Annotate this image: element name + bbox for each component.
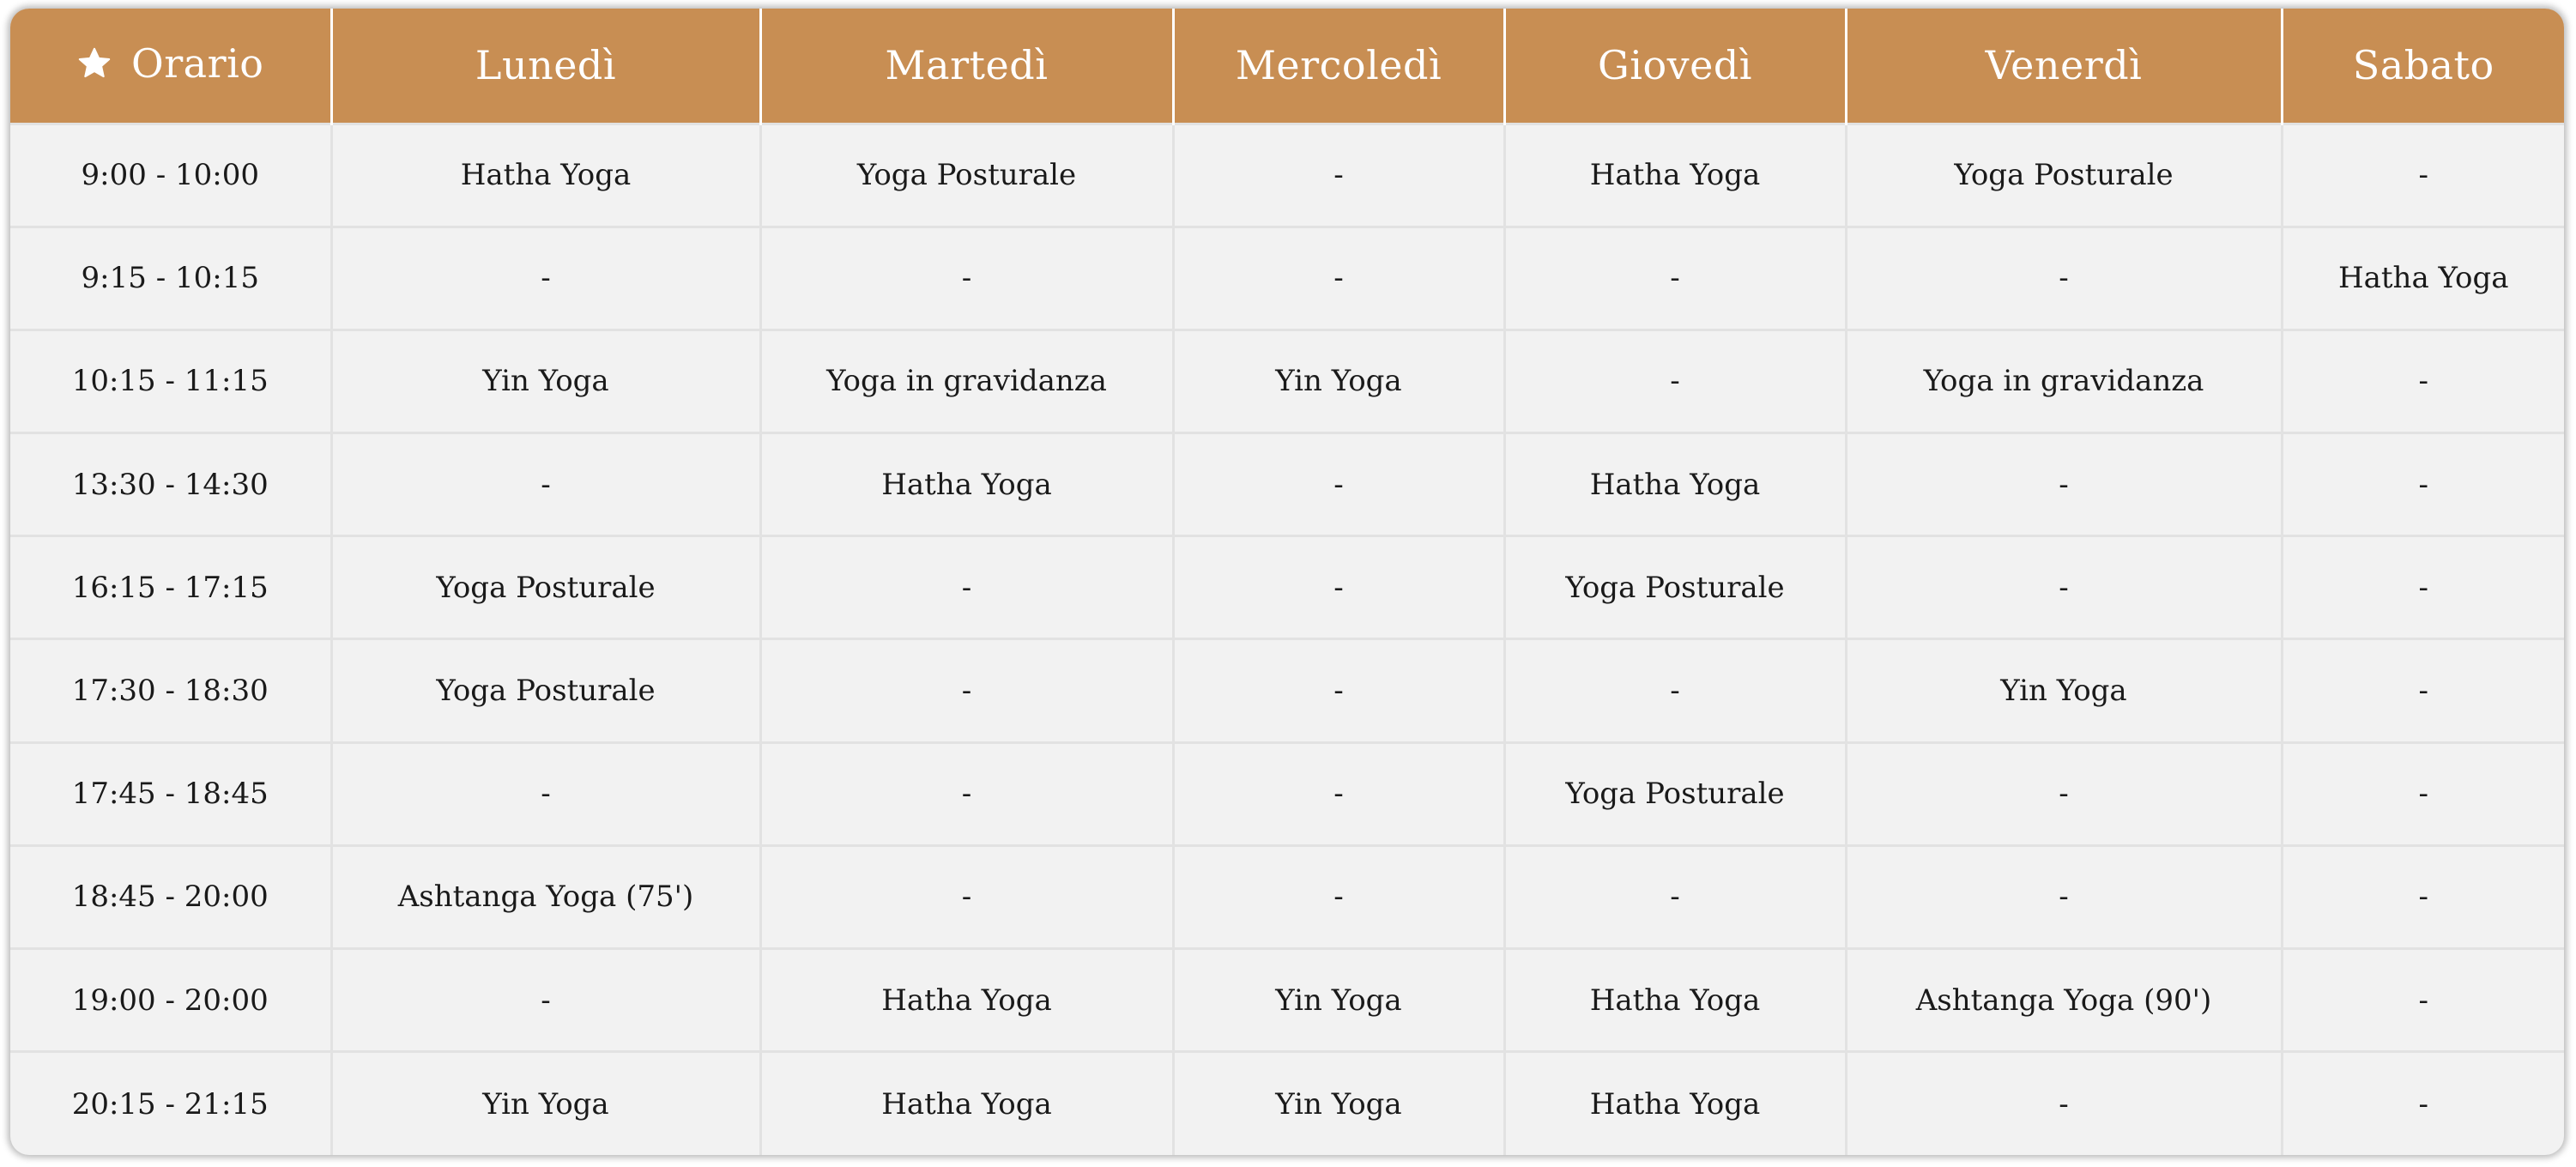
class-cell: - — [1846, 227, 2282, 330]
table-row — [10, 1052, 2564, 1155]
class-cell: - — [331, 949, 760, 1052]
class-cell: - — [1846, 1052, 2282, 1155]
table-row — [10, 227, 2564, 330]
class-cell: - — [2282, 124, 2564, 227]
class-cell: - — [760, 227, 1173, 330]
class-cell: - — [2282, 742, 2564, 845]
header-time — [10, 9, 331, 124]
table-row — [10, 330, 2564, 432]
time-cell: 19:00 - 20:00 — [10, 949, 331, 1052]
table-row — [10, 639, 2564, 742]
class-cell: - — [1504, 330, 1846, 432]
class-cell: - — [2282, 845, 2564, 948]
table-row — [10, 124, 2564, 227]
table-row — [10, 845, 2564, 948]
class-cell: Yin Yoga — [1846, 639, 2282, 742]
class-cell: Yin Yoga — [331, 1052, 760, 1155]
table-row — [10, 536, 2564, 639]
class-cell: - — [1173, 845, 1504, 948]
class-cell: - — [1504, 227, 1846, 330]
time-cell: 16:15 - 17:15 — [10, 536, 331, 639]
class-cell: Yin Yoga — [1173, 330, 1504, 432]
class-cell: Hatha Yoga — [760, 1052, 1173, 1155]
schedule-table-container — [10, 9, 2564, 1155]
class-cell: Ashtanga Yoga (90') — [1846, 949, 2282, 1052]
header-day: Mercoledì — [1173, 9, 1504, 124]
class-cell: Yin Yoga — [1173, 1052, 1504, 1155]
class-cell: Hatha Yoga — [1504, 433, 1846, 536]
class-cell: Yoga Posturale — [1504, 536, 1846, 639]
class-cell: Yin Yoga — [331, 330, 760, 432]
class-cell: - — [331, 742, 760, 845]
class-cell: - — [1173, 536, 1504, 639]
class-cell: Hatha Yoga — [1504, 949, 1846, 1052]
class-cell: - — [1173, 227, 1504, 330]
class-cell: - — [1504, 845, 1846, 948]
table-row — [10, 433, 2564, 536]
table-row — [10, 949, 2564, 1052]
time-cell: 10:15 - 11:15 — [10, 330, 331, 432]
class-cell: Yoga in gravidanza — [760, 330, 1173, 432]
class-cell: - — [1173, 124, 1504, 227]
class-cell: - — [760, 845, 1173, 948]
class-cell: Yoga Posturale — [1846, 124, 2282, 227]
time-cell: 18:45 - 20:00 — [10, 845, 331, 948]
time-cell: 9:15 - 10:15 — [10, 227, 331, 330]
class-cell: Hatha Yoga — [760, 433, 1173, 536]
class-cell: Yoga Posturale — [760, 124, 1173, 227]
header-day: Lunedì — [331, 9, 760, 124]
class-cell: - — [2282, 433, 2564, 536]
time-cell: 9:00 - 10:00 — [10, 124, 331, 227]
class-cell: - — [1846, 433, 2282, 536]
class-cell: - — [1173, 639, 1504, 742]
time-cell: 17:30 - 18:30 — [10, 639, 331, 742]
class-cell: - — [760, 536, 1173, 639]
class-cell: - — [760, 639, 1173, 742]
class-cell: - — [1846, 536, 2282, 639]
class-cell: - — [2282, 639, 2564, 742]
class-cell: Yoga Posturale — [331, 639, 760, 742]
class-cell: Ashtanga Yoga (75') — [331, 845, 760, 948]
class-cell: - — [1173, 433, 1504, 536]
class-cell: Hatha Yoga — [1504, 1052, 1846, 1155]
class-cell: Hatha Yoga — [331, 124, 760, 227]
class-cell: Hatha Yoga — [760, 949, 1173, 1052]
class-cell: - — [2282, 536, 2564, 639]
class-cell: - — [1504, 639, 1846, 742]
class-cell: Hatha Yoga — [1504, 124, 1846, 227]
table-row — [10, 742, 2564, 845]
time-cell: 17:45 - 18:45 — [10, 742, 331, 845]
class-cell: Yin Yoga — [1173, 949, 1504, 1052]
class-cell: Hatha Yoga — [2282, 227, 2564, 330]
class-cell: Yoga Posturale — [331, 536, 760, 639]
header-day: Venerdì — [1846, 9, 2282, 124]
header-day: Giovedì — [1504, 9, 1846, 124]
header-day: Martedì — [760, 9, 1173, 124]
class-cell: - — [1846, 742, 2282, 845]
class-cell: Yoga in gravidanza — [1846, 330, 2282, 432]
class-cell: - — [1846, 845, 2282, 948]
class-cell: - — [760, 742, 1173, 845]
class-cell: - — [331, 433, 760, 536]
class-cell: - — [2282, 949, 2564, 1052]
header-row — [10, 9, 2564, 124]
header-day: Sabato — [2282, 9, 2564, 124]
star-icon — [76, 45, 112, 82]
time-cell: 13:30 - 14:30 — [10, 433, 331, 536]
class-cell: - — [2282, 330, 2564, 432]
time-cell: 20:15 - 21:15 — [10, 1052, 331, 1155]
class-cell: Yoga Posturale — [1504, 742, 1846, 845]
schedule-table — [10, 9, 2564, 1155]
header-label: Orario — [130, 39, 264, 87]
class-cell: - — [1173, 742, 1504, 845]
class-cell: - — [2282, 1052, 2564, 1155]
class-cell: - — [331, 227, 760, 330]
